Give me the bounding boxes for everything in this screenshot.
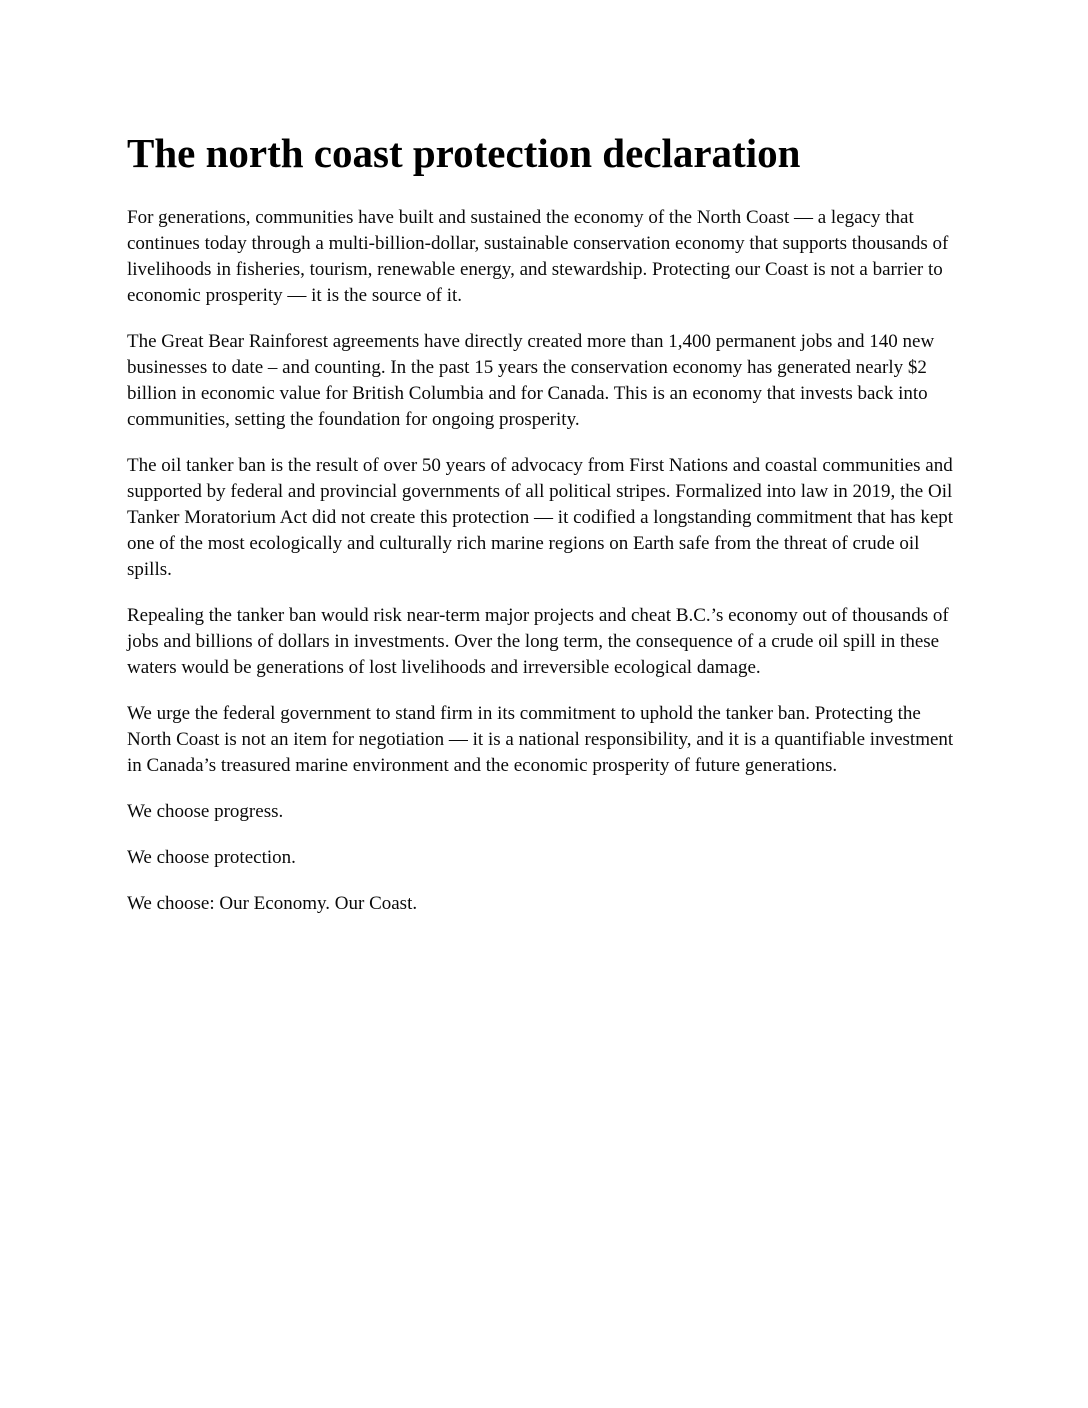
- paragraph: For generations, communities have built and sustained the economy of the North Coast — a legacy that continues today through a multi-billion-dollar, sustainable conservation economy that supports thousands of livelihoods in fisheries, tourism, renewable energy, and stewardship. Protecting our Coast is not a barrier to economic prosperity — it is the source of it.: [127, 207, 949, 307]
- paragraph: We choose protection.: [127, 847, 296, 869]
- page-title: The north coast protection declaration: [127, 130, 801, 176]
- document-body: [127, 205, 961, 917]
- paragraph: We choose progress.: [127, 801, 284, 823]
- paragraph: The Great Bear Rainforest agreements have directly created more than 1,400 permanent jobs and 140 new businesses to date – and counting. In the past 15 years the conservation economy has generated nearly $2 billion in economic value for British Columbia and for Canada. This is an economy that invests back into communities, setting the foundation for ongoing prosperity.: [127, 331, 935, 431]
- paragraph: We urge the federal government to stand firm in its commitment to uphold the tanker ban. Protecting the North Coast is not an item for negotiation — it is a national responsibility, and it is a quantifiable investment in Canada’s treasured marine environment and the economic prosperity of future generations.: [127, 703, 954, 777]
- paragraph: The oil tanker ban is the result of over 50 years of advocacy from First Nations and coastal communities and supported by federal and provincial governments of all political stripes. Formalized into law in 2019, the Oil Tanker Moratorium Act did not create this protection — it codified a longstanding commitment that has kept one of the most ecologically and culturally rich marine regions on Earth safe from the threat of crude oil spills.: [127, 455, 954, 581]
- paragraph: We choose: Our Economy. Our Coast.: [127, 893, 418, 915]
- paragraph: Repealing the tanker ban would risk near-term major projects and cheat B.C.’s economy out of thousands of jobs and billions of dollars in investments. Over the long term, the consequence of a crude oil spill in these waters would be generations of lost livelihoods and irreversible ecological damage.: [127, 605, 949, 679]
